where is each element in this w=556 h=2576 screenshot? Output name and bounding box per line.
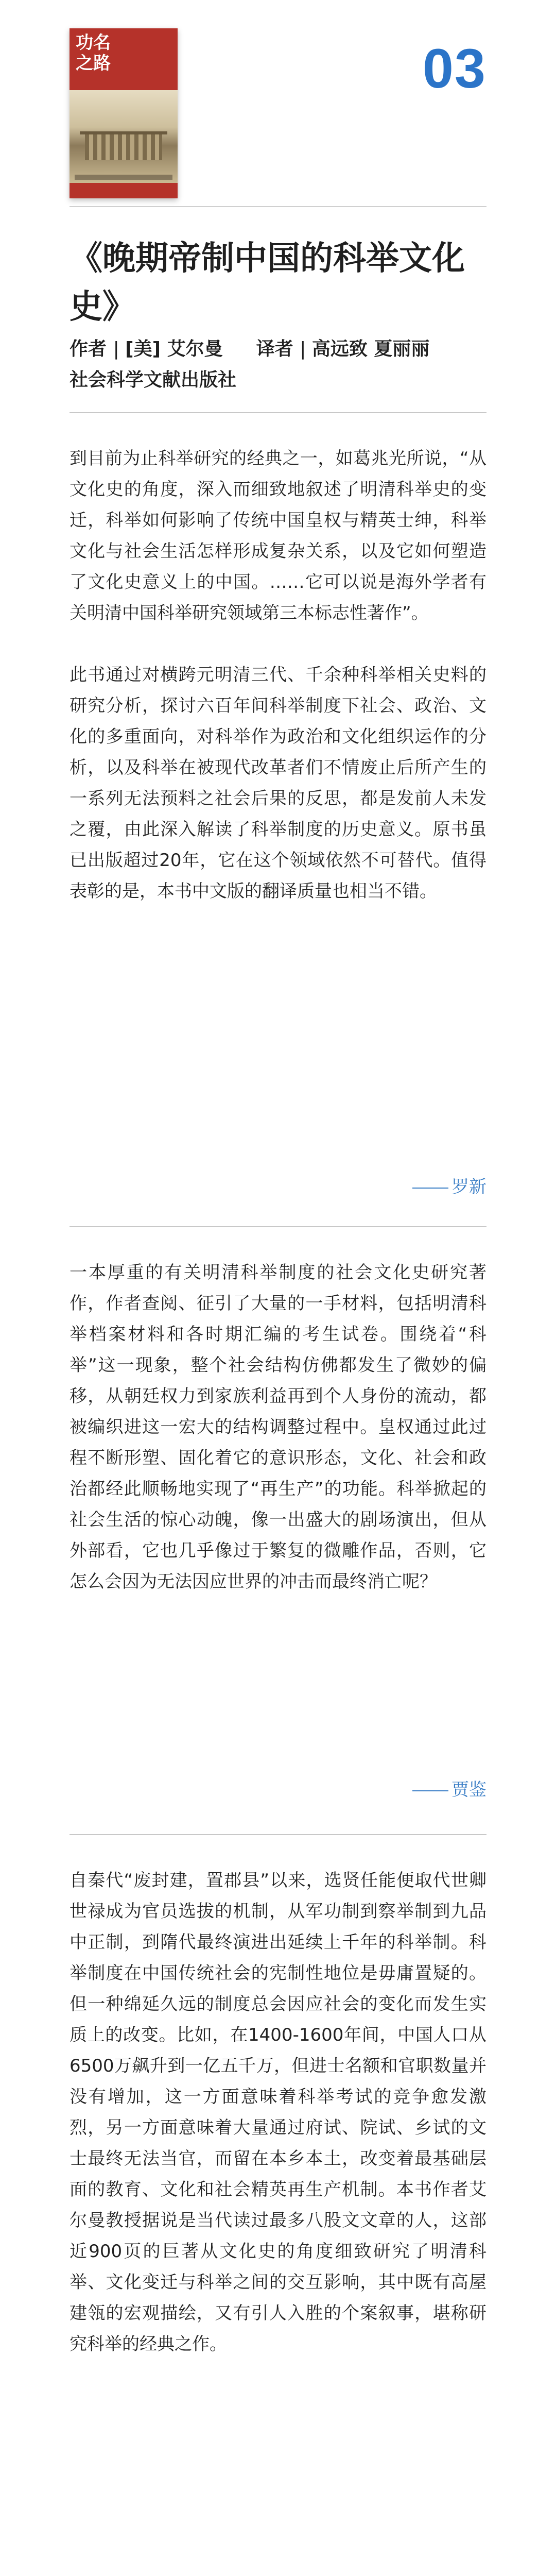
reviewer-name: 贾鉴 [451, 1780, 486, 1800]
section-number: 03 [422, 37, 486, 99]
author-label: 作者 [70, 338, 107, 360]
review-block-2 [70, 1226, 486, 1819]
cover-bottom-band [70, 183, 178, 198]
reviewer-signature [412, 1175, 486, 1199]
review-text: 到目前为止科举研究的经典之一，如葛兆光所说，“从文化史的角度，深入而细致地叙述了明清科举史的变迁，科举如何影响了传统中国皇权与精英士绅，科举文化与社会生活怎样形成复杂关系，以及它如何塑造了文化史意义上的中国。……它可以说是海外学者有关明清中国科举研究领域第三本标志性著作”。 此书通过对横跨元明清三代、千余种科举相关史料的研究分析，探讨六百年间科举制度下社会、政治、文化的多重面向，对科举作为政治和文化组织运作的分析，以及科举在被现代改革者们不情废止后所产生的一系列无法预料之社会后果的反思，都是发前人未发之覆，由此深入解读了科举制度的历史意义。原书虽已出版超过20年，它在这个领域依然不可替代。值得表彰的是，本书中文版的翻译质量也相当不错。 [70, 448, 486, 902]
author-name: [美] 艾尔曼 [125, 338, 223, 360]
reviewer-name: 罗新 [451, 1177, 486, 1197]
section-divider [70, 1834, 486, 1835]
book-title: 《晚期帝制中国的科举文化史》 [70, 240, 465, 326]
review-block-3 [70, 1834, 486, 2576]
cover-title: 功名 之路 [76, 32, 111, 74]
translator-names: 高远致 夏丽丽 [311, 338, 430, 360]
section-divider [70, 1226, 486, 1227]
header-divider [70, 206, 486, 207]
section-divider [70, 412, 486, 413]
publisher: 社会科学文献出版社 [70, 369, 237, 391]
book-cover-image [70, 28, 178, 198]
translator-label: 译者 [256, 338, 293, 360]
review-text: 自秦代“废封建，置郡县”以来，选贤任能便取代世卿世禄成为官员选拔的机制，从军功制到察举制到九品中正制，到隋代最终演进出延续上千年的科举制。科举制度在中国传统社会的宪制性地位是毋庸置疑的。但一种绵延久远的制度总会因应社会的变化而发生实质上的改变。比如，在1400-1600年间，中国人口从6500万飙升到一亿五千万，但进士名额和官职数量并没有增加，这一方面意味着科举考试的竞争愈发激烈，另一方面意味着大量通过府试、院试、乡试的文士最终无法当官，而留在本乡本土，改变着最基础层面的教育、文化和社会精英再生产机制。本书作者艾尔曼教授据说是当代读过最多八股文文章的人，这部近900页的巨著从文化史的角度细致研究了明清科举、文化变迁与科举之间的交互影响，其中既有高屋建瓴的宏观描绘，又有引人入胜的个案叙事，堪称研究科举的经典之作。 [70, 1870, 486, 2354]
reviewer-signature [412, 1777, 486, 1802]
review-block-1 [70, 412, 486, 1216]
author-line: 作者 | [美] 艾尔曼 译者 | 高远致 夏丽丽 [70, 338, 430, 360]
cover-subtitle-strip [75, 175, 172, 180]
review-text: 一本厚重的有关明清科举制度的社会文化史研究著作，作者查阅、征引了大量的一手材料，包括明清科举档案材料和各时期汇编的考生试卷。围绕着“科举”这一现象，整个社会结构仿佛都发生了微妙的偏移，从朝廷权力到家族利益再到个人身份的流动，都被编织进这一宏大的结构调整过程中。皇权通过此过程不断形塑、固化着它的意识形态，文化、社会和政治都经此顺畅地实现了“再生产”的功能。科举掀起的社会生活的惊心动魄，像一出盛大的剧场演出，但从外部看，它也几乎像过于繁复的微雕作品，否则，它怎么会因为无法因应世界的冲击而最终消亡呢？ [70, 1262, 486, 1592]
cover-illustration [70, 90, 178, 183]
